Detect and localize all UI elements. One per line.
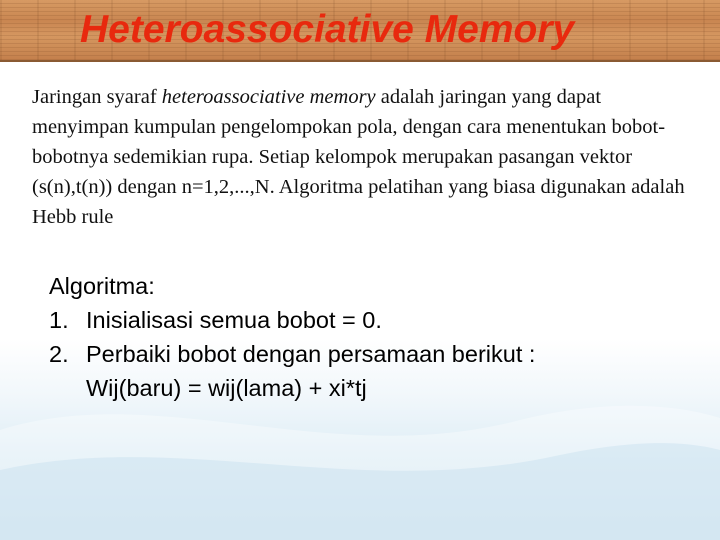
step-number: 1. (49, 307, 69, 333)
algorithm-heading: Algoritma: (49, 273, 155, 299)
step-number: 2. (49, 341, 69, 367)
paragraph-intro: Jaringan syaraf (32, 86, 162, 108)
algorithm-step (49, 337, 689, 371)
algorithm-section (49, 269, 689, 405)
paragraph-emphasis: heteroassociative memory (161, 86, 376, 108)
algorithm-steps (49, 303, 689, 371)
description-paragraph (32, 82, 692, 232)
step-text: Inisialisasi semua bobot = 0. (86, 307, 382, 333)
paragraph-body: adalah jaringan yang dapat menyimpan kumpulan pengelompokan pola, dengan cara menentukan bobot-bobotnya sedemikian rupa. Setiap kelompok merupakan pasangan vektor (s(n),t(n)) dengan n=1,2,...,N. Algoritma pelatihan yang biasa digunakan adalah Hebb rule (32, 86, 685, 228)
title-banner (0, 0, 720, 62)
slide-title: Heteroassociative Memory (80, 8, 575, 51)
weight-update-formula: Wij(baru) = wij(lama) + xi*tj (86, 375, 367, 401)
step-text: Perbaiki bobot dengan persamaan berikut : (86, 341, 536, 367)
algorithm-step (49, 303, 689, 337)
